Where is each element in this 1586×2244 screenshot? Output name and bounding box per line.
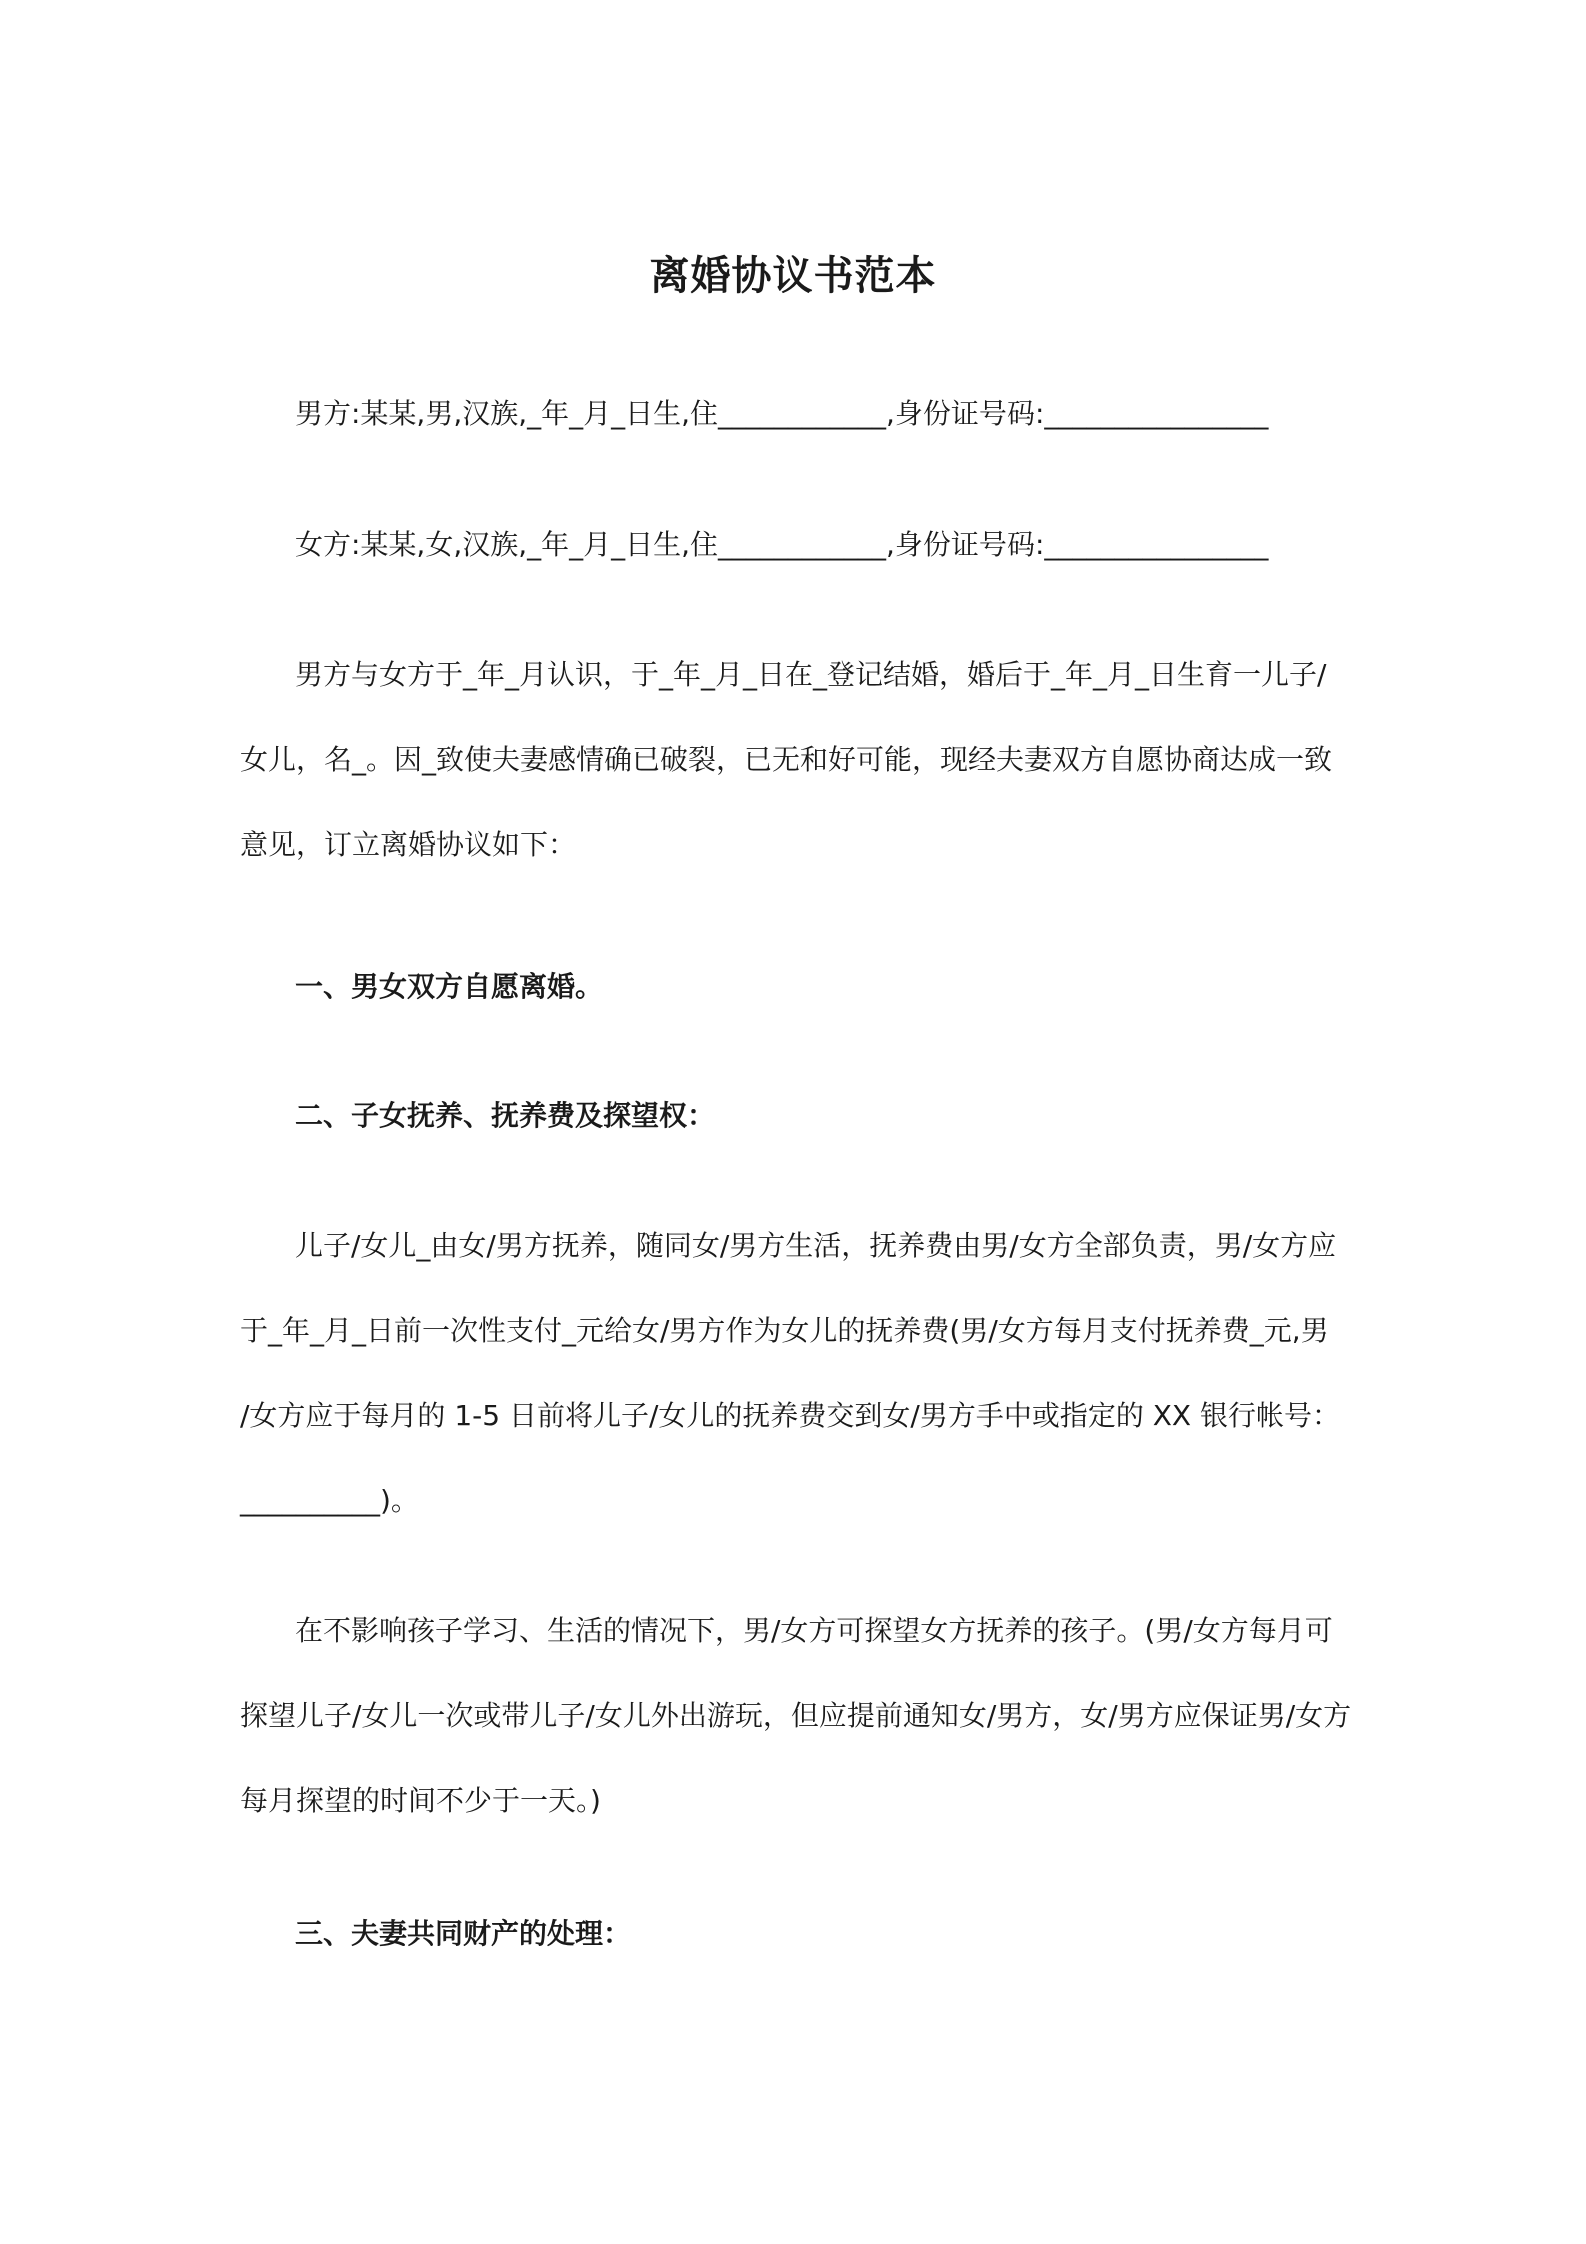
section-3-heading: 三、夫妻共同财产的处理：: [295, 1917, 632, 1950]
visitation-line-3: 每月探望的时间不少于一天。): [240, 1784, 601, 1817]
custody-line-4: __________)。: [240, 1484, 419, 1517]
intro-line-3: 意见，订立离婚协议如下：: [240, 828, 577, 861]
custody-line-2: 于_年_月_日前一次性支付_元给女/男方作为女儿的抚养费(男/女方每月支付抚养费_元,男: [240, 1314, 1329, 1347]
visitation-line-1: 在不影响孩子学习、生活的情况下，男/女方可探望女方抚养的孩子。(男/女方每月可: [295, 1614, 1333, 1647]
visitation-line-2: 探望儿子/女儿一次或带儿子/女儿外出游玩，但应提前通知女/男方，女/男方应保证男/女方: [240, 1699, 1352, 1732]
section-1-heading: 一、男女双方自愿离婚。: [295, 970, 604, 1003]
custody-line-3: /女方应于每月的 1-5 日前将儿子/女儿的抚养费交到女/男方手中或指定的 XX 银行帐号：: [240, 1399, 1341, 1432]
husband-info-line: 男方:某某,男,汉族,_年_月_日生,住____________,身份证号码:________________: [295, 397, 1269, 430]
intro-line-2: 女儿，名_。因_致使夫妻感情确已破裂，已无和好可能，现经夫妻双方自愿协商达成一致: [240, 743, 1333, 776]
custody-line-1: 儿子/女儿_由女/男方抚养，随同女/男方生活，抚养费由男/女方全部负责，男/女方应: [295, 1229, 1337, 1262]
document-title: 离婚协议书范本: [649, 253, 937, 299]
section-2-heading: 二、子女抚养、抚养费及探望权：: [295, 1099, 716, 1132]
intro-line-1: 男方与女方于_年_月认识，于_年_月_日在_登记结婚，婚后于_年_月_日生育一儿子/: [295, 658, 1327, 691]
wife-info-line: 女方:某某,女,汉族,_年_月_日生,住____________,身份证号码:________________: [295, 528, 1269, 561]
